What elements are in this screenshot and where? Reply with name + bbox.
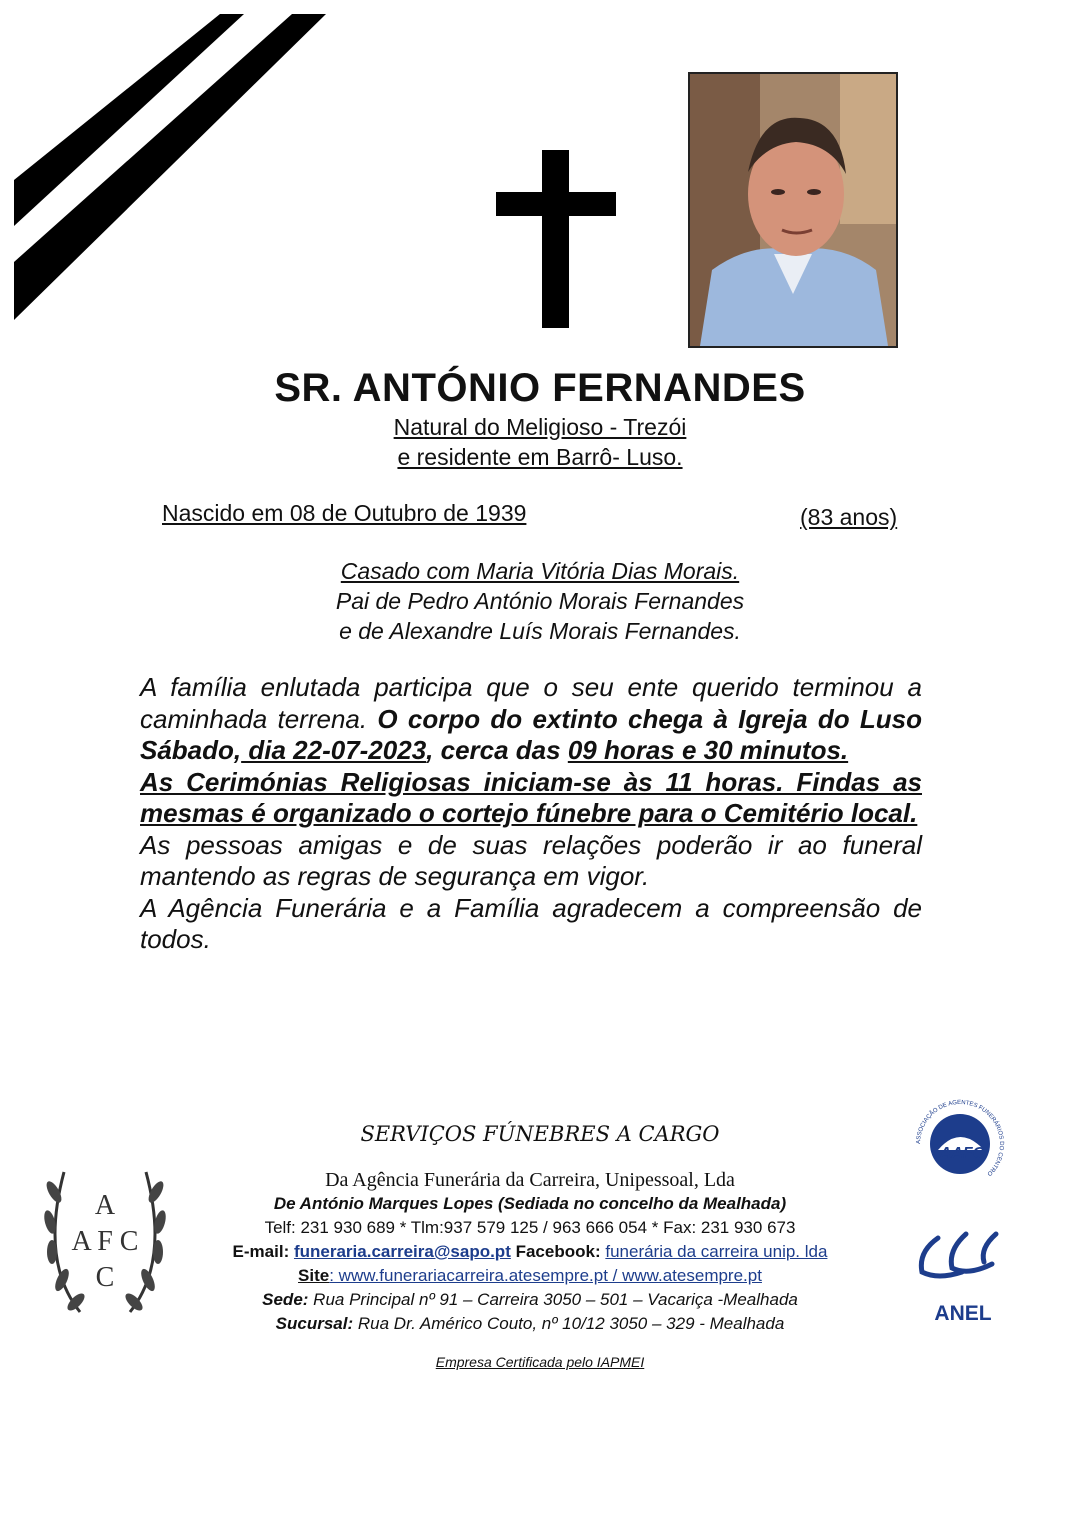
announcement-paragraph: As pessoas amigas e de suas relações poderão ir ao funeral mantendo as regras de segurança em vigor. — [140, 829, 922, 891]
agency-contact-block — [150, 1168, 910, 1336]
arrival-connector: , cerca das — [426, 735, 568, 765]
site-label: Site — [298, 1266, 330, 1285]
services-header: SERVIÇOS FÚNEBRES A CARGO — [360, 1122, 720, 1146]
email-label: E-mail: — [232, 1242, 290, 1261]
anel-logo — [908, 1228, 1018, 1328]
agency-name: Da Agência Funerária da Carreira, Unipessoal, Lda — [325, 1169, 735, 1191]
arrival-time: 09 horas e 30 minutos. — [567, 735, 849, 765]
aafc-logo — [910, 1094, 1010, 1194]
origin-line: Natural do Meligioso - Trezói — [393, 414, 687, 440]
certification-note: Empresa Certificada pelo IAPMEI — [435, 1354, 645, 1370]
site-links[interactable]: : www.funerariacarreira.atesempre.pt / www.atesempre.pt — [329, 1266, 762, 1285]
email-link[interactable]: funeraria.carreira@sapo.pt — [293, 1242, 511, 1261]
ceremony-paragraph — [140, 767, 922, 830]
aafc-ring-text: ASSOCIAÇÃO DE AGENTES FUNERÁRIOS DO CENTRO — [915, 1099, 1005, 1177]
child-line: e de Alexandre Luís Morais Fernandes. — [339, 618, 741, 644]
sede-address: Rua Principal nº 91 – Carreira 3050 – 501 – Vacariça -Mealhada — [308, 1290, 798, 1309]
afc-letters: A F C — [71, 1226, 139, 1257]
branch-address — [150, 1312, 910, 1336]
ceremony-info: As Cerimónias Religiosas iniciam-se às 11 horas. Findas as mesmas é organizado o cortejo fúnebre para o Cemitério local. — [140, 766, 922, 828]
afc-logo — [40, 1152, 170, 1322]
facebook-link[interactable]: funerária da carreira unip. lda — [605, 1242, 828, 1261]
announcement-paragraph — [140, 672, 922, 767]
arrival-date: dia 22-07-2023 — [241, 735, 427, 765]
contact-line — [150, 1240, 910, 1264]
deceased-name: SR. ANTÓNIO FERNANDES — [274, 366, 806, 410]
cross-icon — [496, 150, 616, 330]
child-line: Pai de Pedro António Morais Fernandes — [335, 588, 745, 614]
spouse-line: Casado com Maria Vitória Dias Morais. — [340, 558, 740, 584]
arrival-info: O corpo do extinto chega à Igreja do Luso Sábado, — [140, 703, 922, 765]
residence-line: e residente em Barrô- Luso. — [397, 444, 683, 470]
headquarters-address — [150, 1288, 910, 1312]
age: (83 anos) — [800, 504, 898, 530]
facebook-label: Facebook: — [515, 1242, 601, 1261]
announcement-text — [140, 672, 922, 956]
sede-label: Sede: — [262, 1290, 309, 1309]
agency-owner: De António Marques Lopes (Sediada no concelho da Mealhada) — [273, 1194, 787, 1213]
birth-date: Nascido em 08 de Outubro de 1939 — [162, 500, 527, 526]
afc-letter-c: C — [95, 1262, 115, 1293]
aafc-mark: AAFC — [939, 1145, 985, 1162]
site-line — [150, 1264, 910, 1288]
phone-numbers: Telf: 231 930 689 * Tlm:937 579 125 / 963 666 054 * Fax: 231 930 673 — [264, 1218, 796, 1237]
portrait-photo — [688, 72, 898, 348]
mourning-ribbon — [0, 0, 340, 330]
announcement-intro: A família enlutada participa que o seu ente querido terminou a caminhada terrena. — [140, 672, 922, 734]
afc-letter-a: A — [94, 1190, 116, 1221]
sucursal-label: Sucursal: — [275, 1314, 354, 1333]
anel-wordmark: ANEL — [934, 1302, 992, 1325]
sucursal-address: Rua Dr. Américo Couto, nº 10/12 3050 – 329 - Mealhada — [353, 1314, 785, 1333]
thanks-paragraph: A Agência Funerária e a Família agradecem a compreensão de todos. — [140, 892, 922, 954]
